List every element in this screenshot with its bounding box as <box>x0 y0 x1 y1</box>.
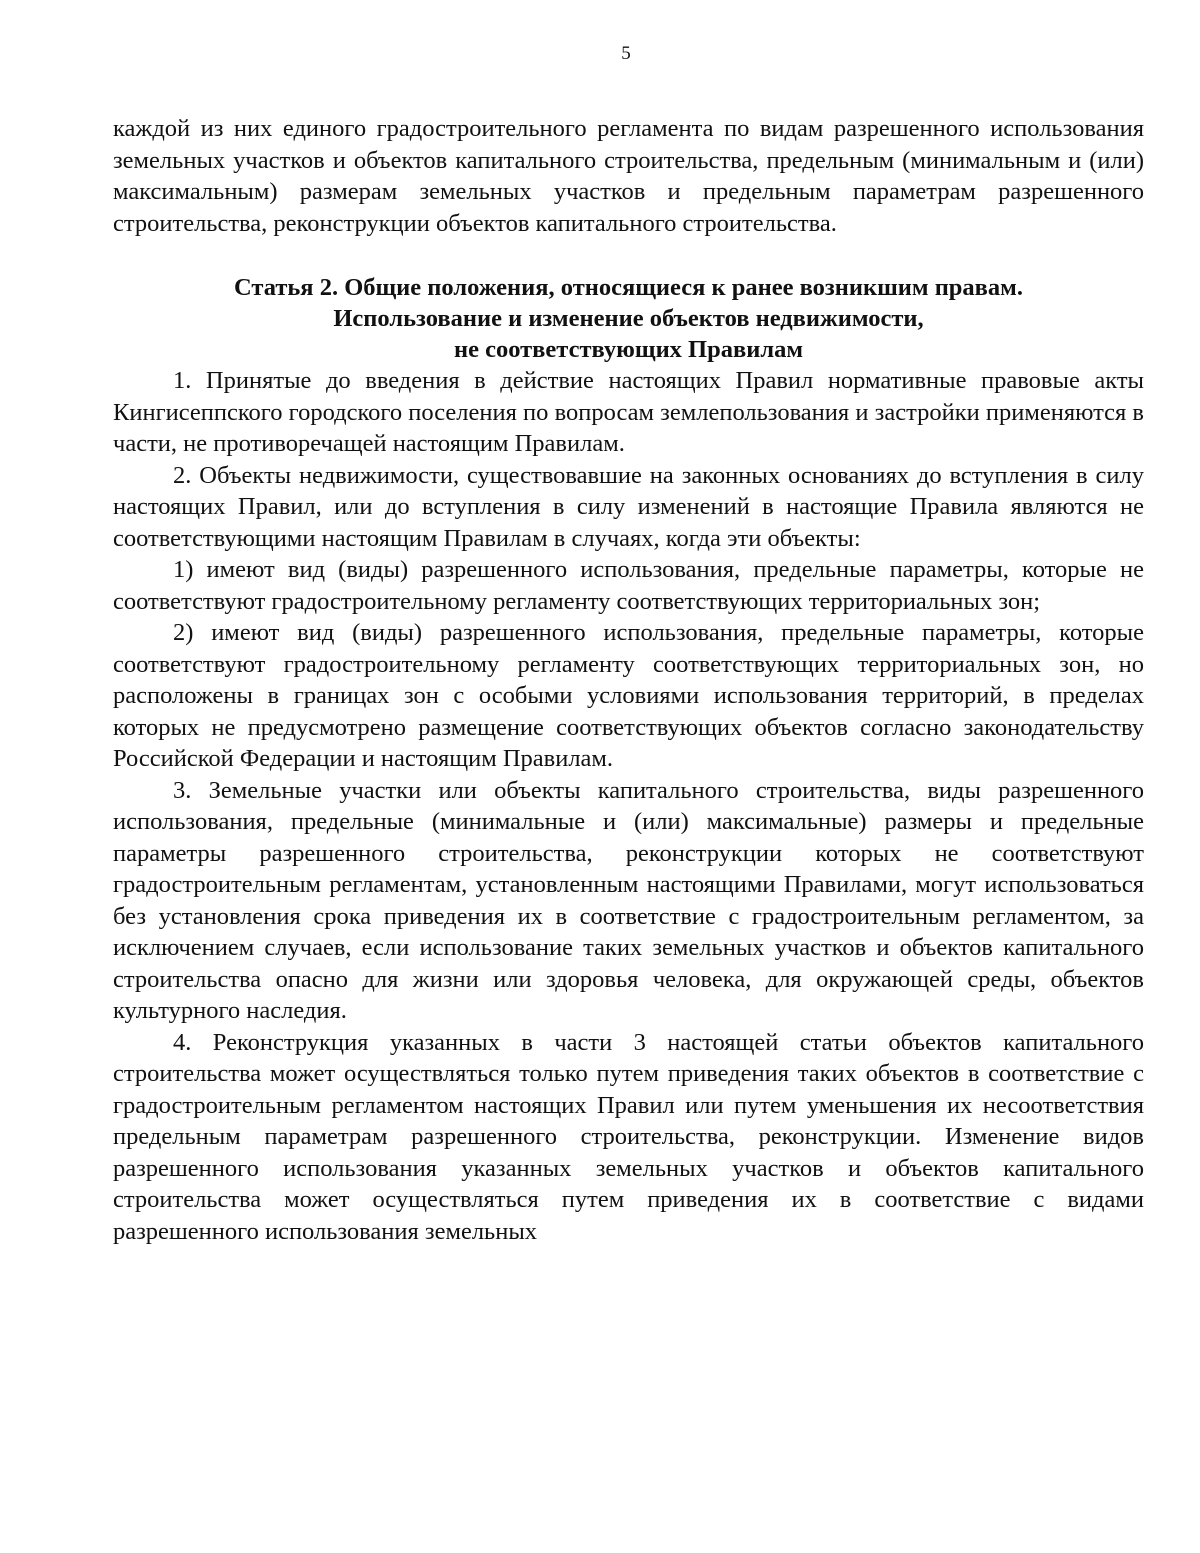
article-title-line-3: не соответствующих Правилам <box>453 336 804 363</box>
article-title-line-2: Использование и изменение объектов недвижимости, <box>333 305 924 332</box>
article-paragraph-1: 1. Принятые до введения в действие настоящих Правил нормативные правовые акты Кингисеппского городского поселения по вопросам землепользования и застройки применяются в части, не противоречащей настоящим Правилам. <box>113 367 1144 457</box>
article-paragraph-4: 4. Реконструкция указанных в части 3 настоящей статьи объектов капитального строительства может осуществляться только путем приведения таких объектов в соответствие с градостроительным регламентом настоящих Правил или путем уменьшения их несоответствия предельным параметрам разрешенного строительства, реконструкции. Изменение видов разрешенного использования указанных земельных участков и объектов капитального строительства может осуществляться путем приведения их в соответствие с видами разрешенного использования земельных <box>113 1028 1144 1245</box>
article-subitem-2: 2) имеют вид (виды) разрешенного использования, предельные параметры, которые соответствуют градостроительному регламенту соответствующих территориальных зон, но расположены в границах зон с особыми условиями использования территорий, в пределах которых не предусмотрено размещение соответствующих объектов согласно законодательству Российской Федерации и настоящим Правилам. <box>113 619 1144 772</box>
document-body <box>113 113 1144 1247</box>
article-paragraph-2: 2. Объекты недвижимости, существовавшие на законных основаниях до вступления в силу настоящих Правил, или до вступления в силу изменений в настоящие Правила являются не соответствующими настоящим Правилам в случаях, когда эти объекты: <box>113 461 1144 552</box>
article-subitem-1: 1) имеют вид (виды) разрешенного использования, предельные параметры, которые не соответствуют градостроительному регламенту соответствующих территориальных зон; <box>113 556 1144 615</box>
page-number: 5 <box>621 43 631 64</box>
article-paragraph-3: 3. Земельные участки или объекты капитального строительства, виды разрешенного использования, предельные (минимальные и (или) максимальные) размеры и предельные параметры разрешенного строительства, реконструкции которых не соответствуют градостроительным регламентам, установленным настоящими Правилами, могут использоваться без установления срока приведения их в соответствие с градостроительным регламентом, за исключением случаев, если использование таких земельных участков и объектов капитального строительства опасно для жизни или здоровья человека, для окружающей среды, объектов культурного наследия. <box>113 776 1144 1024</box>
intro-paragraph: каждой из них единого градостроительного регламента по видам разрешенного использования земельных участков и объектов капитального строительства, предельным (минимальным и (или) максимальным) размерам земельных участков и предельным параметрам разрешенного строительства, реконструкции объектов капитального строительства. <box>113 115 1144 237</box>
article-title-line-1: Статья 2. Общие положения, относящиеся к ранее возникшим правам. <box>234 274 1023 301</box>
article-heading <box>113 272 1144 365</box>
